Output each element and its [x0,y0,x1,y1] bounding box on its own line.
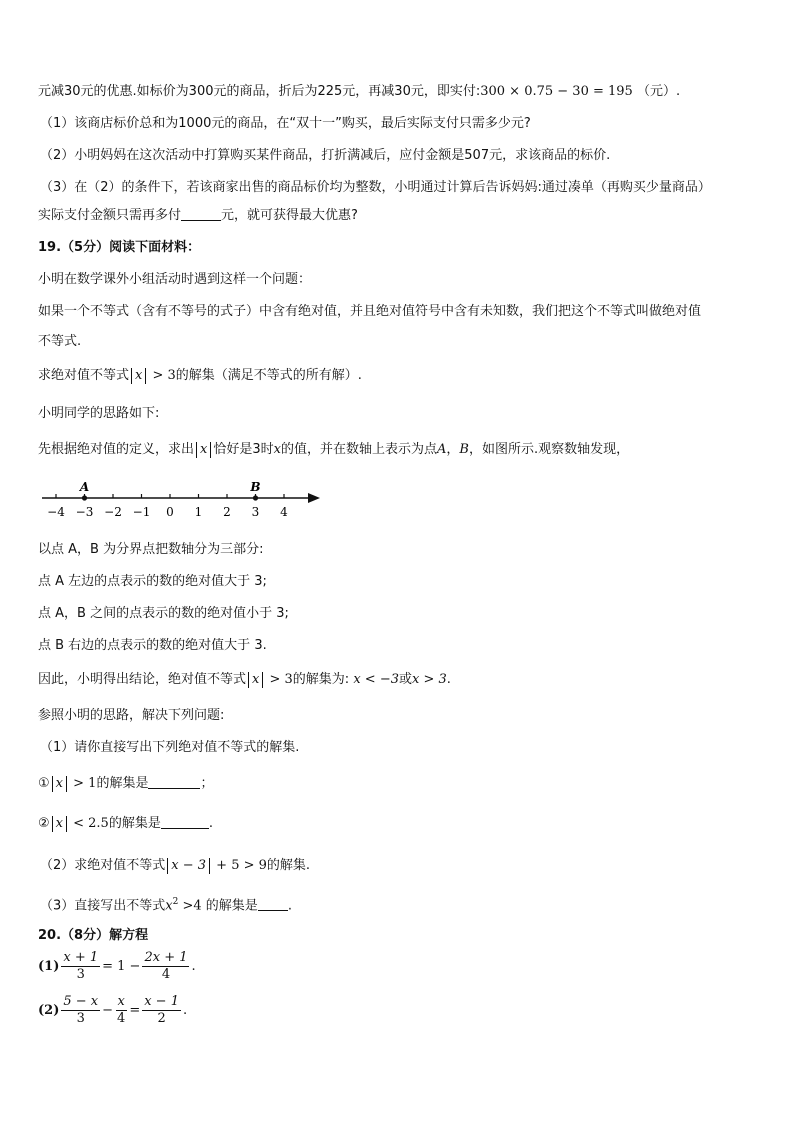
abs-expression: x [52,816,67,832]
q18-part1: （1）该商店标价总和为1000元的商品，在“双十一”购买，最后实际支付只需多少元? [40,116,531,131]
q19-s3: （3）直接写出不等式$x^2 >4$ 的解集是 . [40,897,292,914]
abs-expression: x − 3 [167,858,210,874]
q19-s1b: ② x < 2.5的解集是 . [38,816,213,831]
q19-s1a: ① x > 1的解集是 ； [38,776,214,791]
answer-blank[interactable] [161,814,209,829]
q18-part2: （2）小明妈妈在这次活动中打算购买某件商品，打折满减后，应付金额是507元，求该商品的标价. [40,148,611,163]
q19-p3: 求绝对值不等式 x > 3的解集（满足不等式的所有解）. [38,368,362,383]
q19-p8: 点 A，B 之间的点表示的数的绝对值小于 3; [38,606,289,621]
answer-blank[interactable] [148,774,200,789]
q18-part3: （3）在（2）的条件下，若该商家出售的商品标价均为整数，小明通过计算后告诉妈妈:通过凑单（再购买少量商品） [40,180,711,195]
q20-equation-2: (2) $\frac{5 - x}{3}$ − $\frac{x}{4}$ = $\frac{x - 1}{2}$ . [38,994,188,1026]
number-line-tick-label: 0 [166,505,174,519]
q19-p2-cont: 不等式. [38,334,82,349]
answer-blank[interactable] [181,206,221,221]
q18-intro-calc: 300 × 0.75 − 30 = 195 [480,84,633,99]
number-line-tick-label: 1 [194,505,203,519]
q19-p11: 参照小明的思路，解决下列问题: [38,708,225,723]
q19-p4: 小明同学的思路如下: [38,406,160,421]
number-line-ticks [47,480,288,519]
q19-s1: （1）请你直接写出下列绝对值不等式的解集. [40,740,300,755]
number-line-tick-label: 3 [251,505,260,519]
q19-p2: 如果一个不等式（含有不等号的式子）中含有绝对值，并且绝对值符号中含有未知数，我们把这个不等式叫做绝对值 [38,304,702,319]
abs-expression: x [248,672,263,688]
q19-p9: 点 B 右边的点表示的数的绝对值大于 3. [38,638,267,653]
number-line-tick-label: −4 [47,505,65,519]
number-line-arrow [308,493,320,503]
q19-p10: 因此，小明得出结论，绝对值不等式 x > 3的解集为: x < −3或x > 3. [38,672,451,687]
q19-p7: 点 A 左边的点表示的数的绝对值大于 3; [38,574,267,589]
abs-expression: x [196,442,211,458]
fraction: $\frac{2x + 1}{4}$ [144,950,188,982]
q19-p6: 以点 A，B 为分界点把数轴分为三部分: [38,542,264,557]
abs-expression: x [131,368,146,384]
fraction: $\frac{5 - x}{3}$ [63,994,99,1026]
q19-heading: 19.（5分）阅读下面材料： [38,240,201,255]
q19-p5: 先根据绝对值的定义，求出 x 恰好是3时x的值，并在数轴上表示为点A，B，如图所示.观察数轴发现， [38,442,630,457]
answer-blank[interactable] [258,896,288,911]
q19-p1: 小明在数学课外小组活动时遇到这样一个问题： [38,272,312,287]
number-line-tick-label: 2 [223,505,231,519]
abs-expression: x [52,776,67,792]
fraction: $\frac{x + 1}{3}$ [63,950,99,982]
q18-part3-cont: 实际支付金额只需再多付 元，就可获得最大优惠? [38,208,358,223]
q18-intro: 元减30元的优惠.如标价为300元的商品，折后为225元，再减30元，即实付:300 × 0.75 − 30 = 195 （元）. [38,84,681,99]
fraction: $\frac{x}{4}$ [117,994,126,1026]
point-b-label: B [250,480,261,494]
point-a-label: A [79,480,90,494]
point-b-dot [253,495,258,500]
q20-equation-1: (1) $\frac{x + 1}{3}$ = 1 − $\frac{2x + 1}{4}$ . [38,950,196,982]
fraction: $\frac{x - 1}{2}$ [144,994,179,1026]
q20-heading: 20.（8分）解方程 [38,928,149,943]
number-line-tick-label: −2 [104,505,122,519]
number-line-tick-label: −3 [75,505,94,519]
number-line-tick-label: 4 [280,505,288,519]
q19-s2: （2）求绝对值不等式 x − 3 + 5 > 9的解集. [40,858,311,873]
number-line-tick-label: −1 [132,505,151,519]
point-a-dot [82,495,87,500]
number-line [38,478,328,524]
